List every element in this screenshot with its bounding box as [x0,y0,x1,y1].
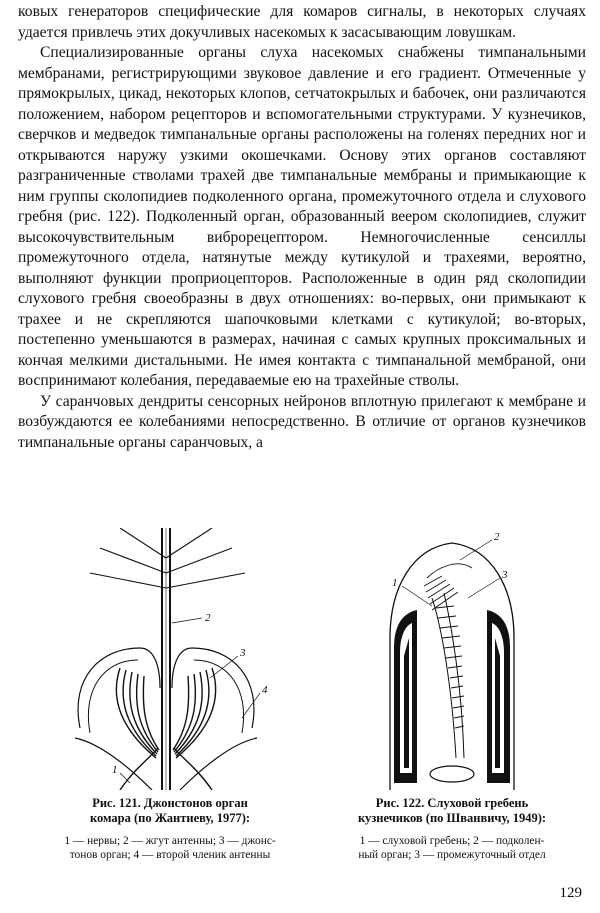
figure-caption-legend [322,834,582,862]
figure-122-illustration [372,528,532,790]
figure-label: 3 [240,647,246,659]
figure-caption-legend [40,834,300,862]
figure-122 [322,528,582,862]
caption-title-line: Рис. 122. Слуховой гребень [375,796,529,810]
paragraph: У саранчовых дендриты сенсорных нейронов вплотную прилегают к мембране и возбуждаются ее колебаниями непосредственно. В отличие от органов кузнечиков тимпанальные органы саранчовых, а [18,392,586,451]
figure-121-illustration [60,528,280,790]
figure-label: 4 [262,684,268,696]
figure-caption-title [40,796,300,826]
paragraph: ковых генераторов специфические для комаров сигналы, в некоторых случаях удается привлечь этих докучливых насекомых к засасывающим ловушкам. [18,3,586,41]
body-text [18,2,586,453]
caption-legend-line: 1 — слуховой гребень; 2 — подколен- [359,835,545,847]
figure-label: 2 [205,612,211,624]
figure-label: 1 [392,577,398,589]
caption-title-line: Рис. 121. Джонстонов орган [92,796,248,810]
page-number: 129 [559,885,582,901]
caption-title-line: комара (по Жантиеву, 1977): [89,811,251,825]
caption-title-line: кузнечиков (по Шванвичу, 1949): [357,811,547,825]
paragraph: Специализированные органы слуха насекомых снабжены тимпанальными мембранами, регистрирующими звуковое давление и его градиент. Отмеченные у прямокрылых, цикад, некоторых клопов, сетчатокрылых и бабочек, они различаются положением, набором рецепторов и вспомогательными структурами. У кузнечиков, сверчков и медведок тимпанальные органы расположены на голенях передних ног и открываются наружу узкими окошечками. Основу этих органов составляют разграниченные стволами трахей две тимпанальные мембраны и примыкающие к ним группы сколопидиев подколенного органа, промежуточного отдела и слухового гребня (рис. 122). Подколенный орган, образованный веером сколопидиев, служит высокочувствительным виброрецептором. Немногочисленные сенсиллы промежуточного отдела, натянутые между кутикулой и трахеями, вероятно, выполняют функции проприоцепторов. Расположенные в один ряд сколопидии слухового гребня своеобразны в двух отношениях: во-первых, они примыкают к трахее и не скрепляются шапочковыми клетками с кутикулой; во-вторых, постепенно уменьшаются в размерах, начиная с самых крупных проксимальных и кончая мелкими дистальными. Не имея контакта с тимпанальной мембраной, они воспринимают колебания, передаваемые ею на трахейные стволы. [18,44,586,389]
figure-label: 2 [494,531,500,543]
caption-legend-line: ный орган; 3 — промежуточный отдел [358,849,546,861]
figure-121 [40,528,300,862]
caption-legend-line: тонов орган; 4 — второй членик антенны [69,849,271,861]
figure-label: 1 [112,764,118,776]
figure-label: 3 [502,569,508,581]
caption-legend-line: 1 — нервы; 2 — жгут антенны; 3 — джонс- [64,835,276,847]
figure-caption-title [322,796,582,826]
